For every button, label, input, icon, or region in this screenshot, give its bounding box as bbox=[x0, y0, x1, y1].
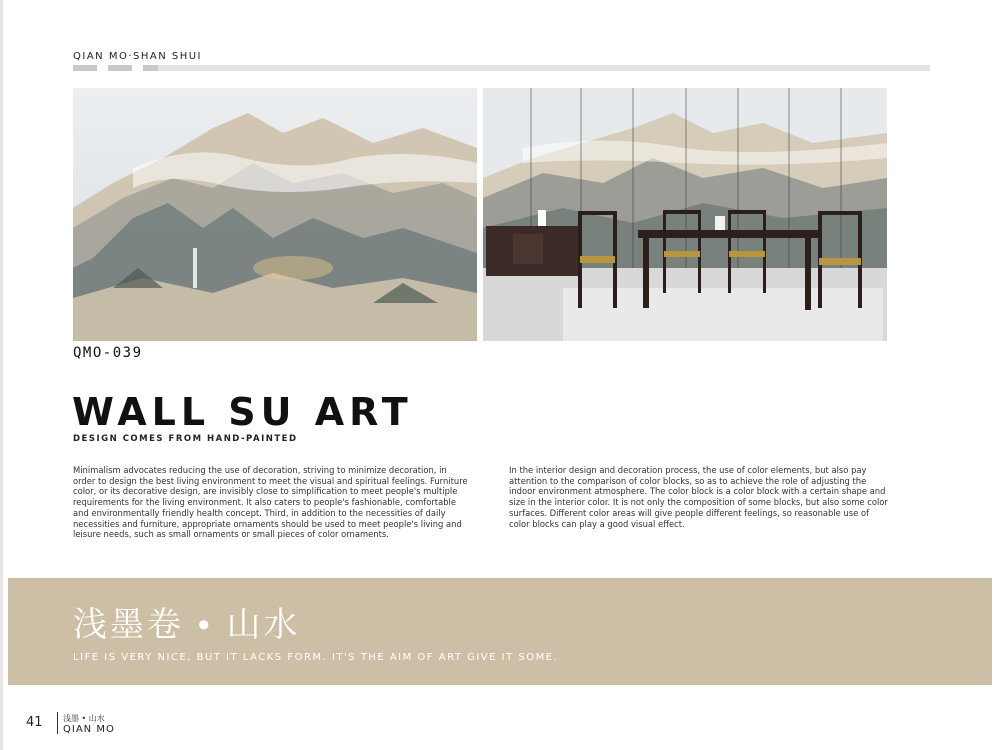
painting-image bbox=[73, 88, 477, 341]
header-title: QIAN MO·SHAN SHUI bbox=[73, 51, 203, 62]
subtitle: DESIGN COMES FROM HAND-PAINTED bbox=[73, 434, 298, 444]
main-title: WALL SU ART bbox=[72, 390, 413, 434]
footer-divider bbox=[57, 712, 58, 734]
body-text-right: In the interior design and decoration process, the use of color elements, but also pay attention to the comparison of color blocks, so as to achieve the role of adjusting the indoor environment atmosphere. The color block is a color block with a certain shape and size in the interior color. It is not only the composition of some blocks, but also some color surfaces. Different color areas will give people different feelings, so reasonable use of color blocks can play a good visual effect. bbox=[509, 465, 888, 529]
header-tab-block bbox=[108, 65, 132, 71]
room-scene-image bbox=[483, 88, 887, 341]
band-title: 浅墨卷 • 山水 bbox=[73, 605, 301, 645]
footer-brand-en: QIAN MO bbox=[63, 724, 115, 735]
page-number: 41 bbox=[26, 715, 43, 730]
band-quote: LIFE IS VERY NICE, BUT IT LACKS FORM. IT'S THE AIM OF ART GIVE IT SOME. bbox=[73, 652, 559, 663]
header-rule bbox=[158, 65, 930, 71]
header-tab-block bbox=[73, 65, 97, 71]
footer-brand-cn: 浅墨 • 山水 bbox=[63, 714, 105, 723]
page-edge bbox=[0, 0, 3, 750]
product-code: QMO-039 bbox=[73, 345, 143, 361]
body-text-left: Minimalism advocates reducing the use of decoration, striving to minimize decoration, in order to design the best living environment to meet the visual and spiritual feelings. Furniture color, or its decorative design, are invisibly close to simplification to meet people's multiple requirements for the living environment. It also caters to people's fashionable, comfortable and environmentally friendly health concept. Third, in addition to the necessities of daily necessities and furniture, appropriate ornaments should be used to meet people's living and leisure needs, such as small ornaments or small pieces of color ornaments. bbox=[73, 465, 468, 540]
